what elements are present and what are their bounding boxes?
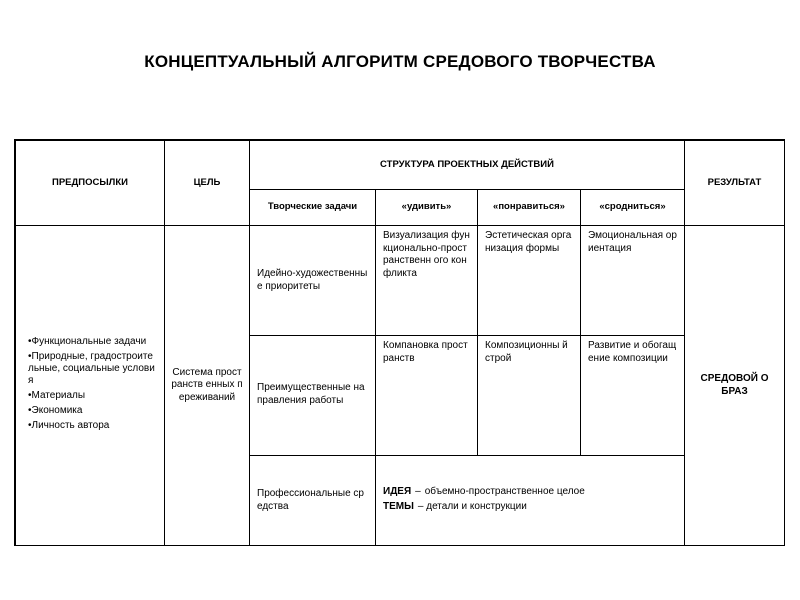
preconditions-cell	[15, 225, 165, 546]
row1-label: Идейно-художественные приоритеты	[249, 225, 376, 336]
list-item: • Экономика	[28, 405, 158, 417]
preconditions-list	[28, 336, 158, 435]
row1-befriend: Эмоциональная ориентация	[580, 225, 685, 336]
row2-label: Преимущественные направления работы	[249, 335, 376, 456]
list-item: • Функциональные задачи	[28, 336, 158, 348]
result-cell	[684, 225, 785, 546]
row2-surprise: Компановка пространств	[375, 335, 478, 456]
row3-means	[375, 455, 685, 546]
subheader-creative-tasks: Творческие задачи	[249, 189, 376, 226]
algorithm-table	[14, 139, 785, 546]
subheader-surprise: «удивить»	[375, 189, 478, 226]
header-goal: ЦЕЛЬ	[164, 140, 250, 226]
list-item: • Материалы	[28, 390, 158, 402]
header-structure: СТРУКТУРА ПРОЕКТНЫХ ДЕЙСТВИЙ	[249, 140, 685, 190]
row1-surprise: Визуализация функционально-пространственн ого конфликта	[375, 225, 478, 336]
row1-please: Эстетическая организация формы	[477, 225, 581, 336]
goal-text: Система пространств енных переживаний	[171, 366, 243, 403]
goal-cell	[164, 225, 250, 546]
subheader-please: «понравиться»	[477, 189, 581, 226]
row2-befriend: Развитие и обогащение композиции	[580, 335, 685, 456]
list-item: • Природные, градостроительные, социальные условия	[28, 351, 158, 387]
header-result: РЕЗУЛЬТАТ	[684, 140, 785, 226]
idea-line: ИДЕЯ – объемно-пространственное целое	[383, 486, 585, 497]
row3-label: Профессиональные средства	[249, 455, 376, 546]
subheader-befriend: «сродниться»	[580, 189, 685, 226]
result-text: СРЕДОВОЙ ОБРАЗ	[700, 373, 769, 397]
list-item: • Личность автора	[28, 420, 158, 432]
header-preconditions: ПРЕДПОСЫЛКИ	[15, 140, 165, 226]
row2-please: Композиционны й строй	[477, 335, 581, 456]
page-title: КОНЦЕПТУАЛЬНЫЙ АЛГОРИТМ СРЕДОВОГО ТВОРЧЕСТВА	[144, 52, 656, 71]
themes-line: ТЕМЫ – детали и конструкции	[383, 500, 527, 512]
